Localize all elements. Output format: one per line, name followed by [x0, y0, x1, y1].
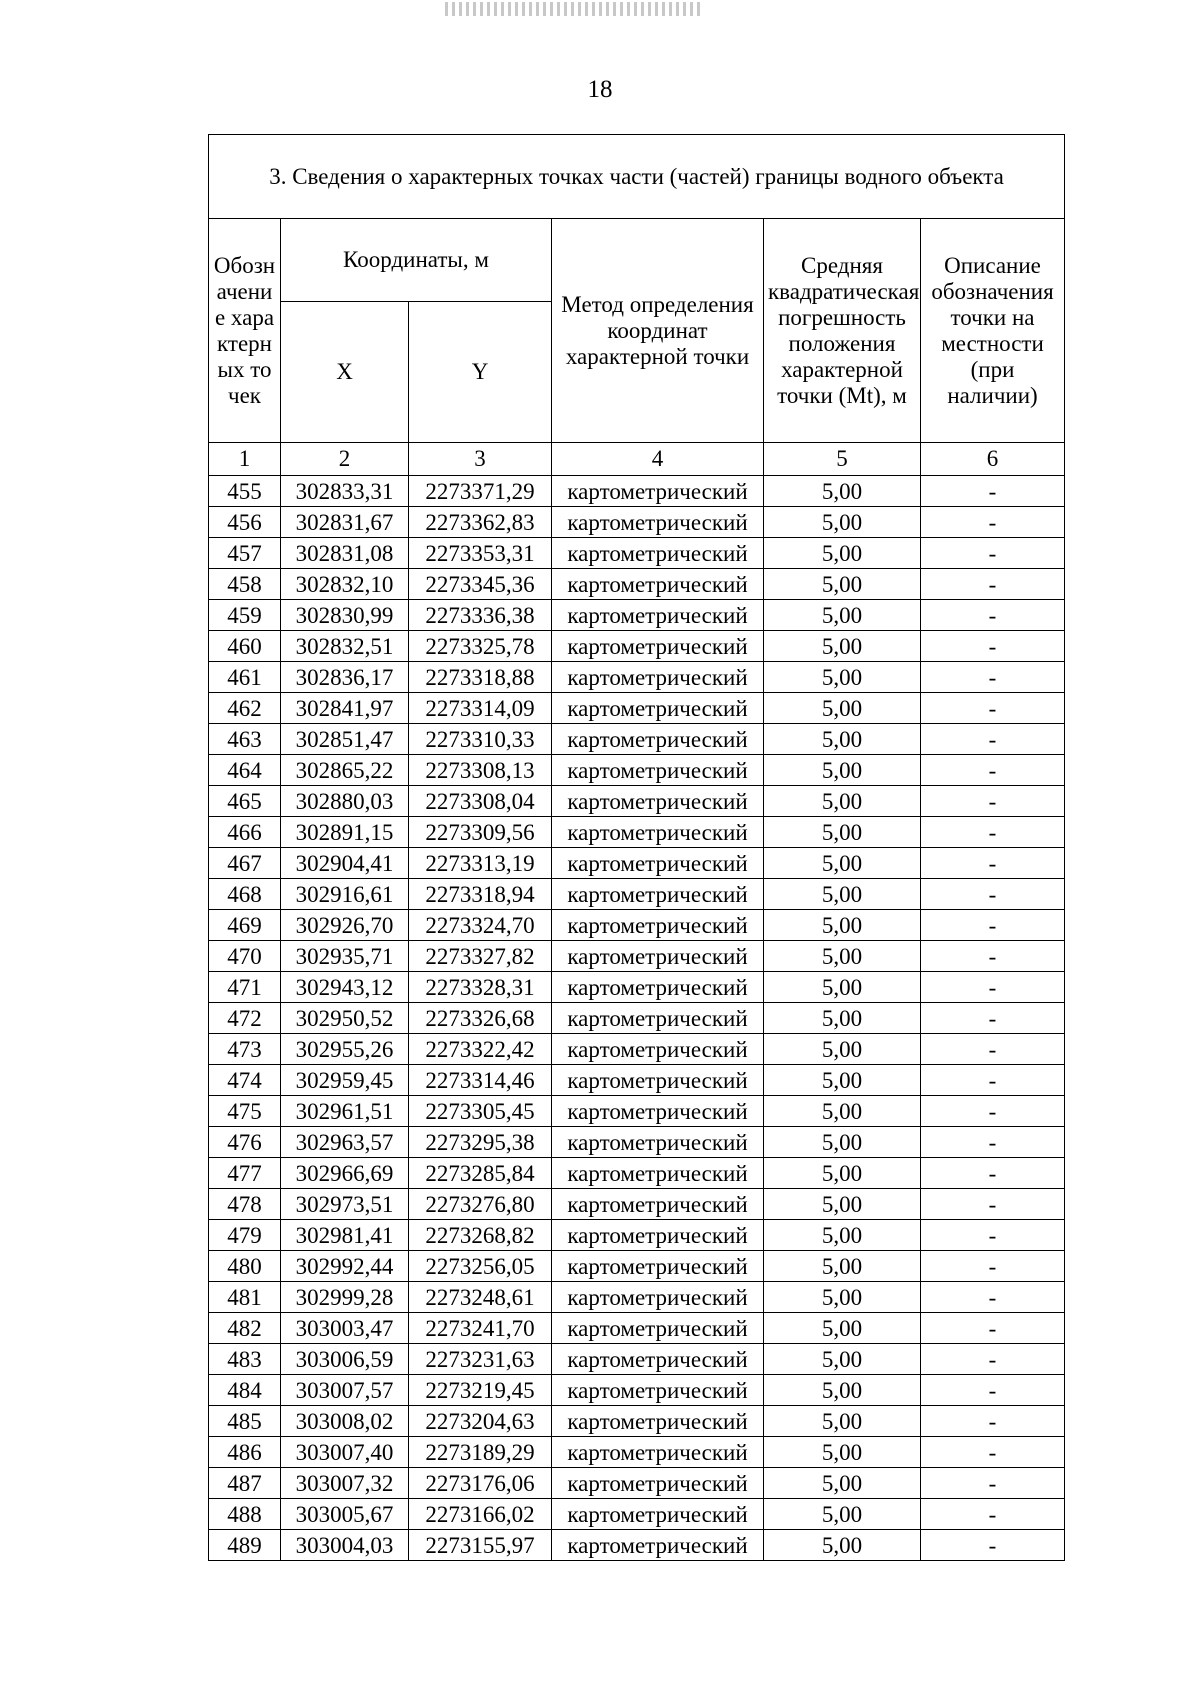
- error-cell: 5,00: [764, 941, 921, 972]
- error-cell: 5,00: [764, 1375, 921, 1406]
- x-coordinate-cell: 302904,41: [281, 848, 409, 879]
- error-cell: 5,00: [764, 910, 921, 941]
- point-id-cell: 485: [209, 1406, 281, 1437]
- point-id-cell: 472: [209, 1003, 281, 1034]
- description-cell: -: [921, 1158, 1065, 1189]
- table-row: [209, 1406, 1065, 1437]
- description-cell: -: [921, 755, 1065, 786]
- method-cell: картометрический: [552, 1003, 764, 1034]
- point-id-cell: 481: [209, 1282, 281, 1313]
- table-row: [209, 1189, 1065, 1220]
- error-cell: 5,00: [764, 1096, 921, 1127]
- column-number: 4: [552, 443, 764, 476]
- point-id-cell: 465: [209, 786, 281, 817]
- x-coordinate-cell: 302851,47: [281, 724, 409, 755]
- method-cell: картометрический: [552, 1313, 764, 1344]
- error-cell: 5,00: [764, 1282, 921, 1313]
- point-id-cell: 463: [209, 724, 281, 755]
- error-cell: 5,00: [764, 693, 921, 724]
- table-row: [209, 1468, 1065, 1499]
- table-row: [209, 631, 1065, 662]
- method-cell: картометрический: [552, 724, 764, 755]
- error-cell: 5,00: [764, 1499, 921, 1530]
- x-coordinate-cell: 303008,02: [281, 1406, 409, 1437]
- method-cell: картометрический: [552, 538, 764, 569]
- point-id-cell: 462: [209, 693, 281, 724]
- page-number: 18: [587, 76, 613, 103]
- x-coordinate-cell: 303004,03: [281, 1530, 409, 1561]
- error-cell: 5,00: [764, 538, 921, 569]
- error-cell: 5,00: [764, 1034, 921, 1065]
- method-cell: картометрический: [552, 755, 764, 786]
- column-number: 5: [764, 443, 921, 476]
- x-coordinate-cell: 302880,03: [281, 786, 409, 817]
- method-cell: картометрический: [552, 1251, 764, 1282]
- table-row: [209, 786, 1065, 817]
- y-coordinate-cell: 2273318,88: [409, 662, 552, 693]
- header-description: Описание обозначения точки на местности (при наличии): [921, 219, 1065, 443]
- y-coordinate-cell: 2273241,70: [409, 1313, 552, 1344]
- y-coordinate-cell: 2273362,83: [409, 507, 552, 538]
- x-coordinate-cell: 303005,67: [281, 1499, 409, 1530]
- x-coordinate-cell: 302999,28: [281, 1282, 409, 1313]
- description-cell: -: [921, 507, 1065, 538]
- description-cell: -: [921, 600, 1065, 631]
- x-coordinate-cell: 302916,61: [281, 879, 409, 910]
- x-coordinate-cell: 302841,97: [281, 693, 409, 724]
- point-id-cell: 458: [209, 569, 281, 600]
- header-coordinates: Координаты, м: [281, 219, 552, 302]
- y-coordinate-cell: 2273326,68: [409, 1003, 552, 1034]
- y-coordinate-cell: 2273204,63: [409, 1406, 552, 1437]
- point-id-cell: 464: [209, 755, 281, 786]
- table-row: [209, 1034, 1065, 1065]
- table-row: [209, 879, 1065, 910]
- point-id-cell: 468: [209, 879, 281, 910]
- method-cell: картометрический: [552, 1406, 764, 1437]
- table-row: [209, 1065, 1065, 1096]
- method-cell: картометрический: [552, 631, 764, 662]
- method-cell: картометрический: [552, 972, 764, 1003]
- point-id-cell: 479: [209, 1220, 281, 1251]
- point-id-cell: 470: [209, 941, 281, 972]
- method-cell: картометрический: [552, 1468, 764, 1499]
- table-row: [209, 1220, 1065, 1251]
- table-row: [209, 569, 1065, 600]
- method-cell: картометрический: [552, 1499, 764, 1530]
- y-coordinate-cell: 2273322,42: [409, 1034, 552, 1065]
- error-cell: 5,00: [764, 1344, 921, 1375]
- point-id-cell: 455: [209, 476, 281, 507]
- description-cell: -: [921, 910, 1065, 941]
- header-y: Y: [409, 302, 552, 443]
- error-cell: 5,00: [764, 569, 921, 600]
- method-cell: картометрический: [552, 1065, 764, 1096]
- y-coordinate-cell: 2273345,36: [409, 569, 552, 600]
- error-cell: 5,00: [764, 1468, 921, 1499]
- header-error: Средняя квадратическая погрешность положения характерной точки (Mt), м: [764, 219, 921, 443]
- method-cell: картометрический: [552, 1375, 764, 1406]
- y-coordinate-cell: 2273314,46: [409, 1065, 552, 1096]
- point-id-cell: 489: [209, 1530, 281, 1561]
- y-coordinate-cell: 2273336,38: [409, 600, 552, 631]
- description-cell: -: [921, 538, 1065, 569]
- table-row: [209, 1251, 1065, 1282]
- header-method: Метод определения координат характерной точки: [552, 219, 764, 443]
- point-id-cell: 487: [209, 1468, 281, 1499]
- description-cell: -: [921, 1282, 1065, 1313]
- table-row: [209, 1530, 1065, 1561]
- error-cell: 5,00: [764, 1003, 921, 1034]
- description-cell: -: [921, 1406, 1065, 1437]
- point-id-cell: 480: [209, 1251, 281, 1282]
- description-cell: -: [921, 817, 1065, 848]
- x-coordinate-cell: 302981,41: [281, 1220, 409, 1251]
- method-cell: картометрический: [552, 786, 764, 817]
- y-coordinate-cell: 2273295,38: [409, 1127, 552, 1158]
- method-cell: картометрический: [552, 507, 764, 538]
- error-cell: 5,00: [764, 1065, 921, 1096]
- x-coordinate-cell: 303007,57: [281, 1375, 409, 1406]
- x-coordinate-cell: 302973,51: [281, 1189, 409, 1220]
- point-id-cell: 483: [209, 1344, 281, 1375]
- y-coordinate-cell: 2273176,06: [409, 1468, 552, 1499]
- x-coordinate-cell: 303006,59: [281, 1344, 409, 1375]
- description-cell: -: [921, 1003, 1065, 1034]
- method-cell: картометрический: [552, 1437, 764, 1468]
- method-cell: картометрический: [552, 569, 764, 600]
- description-cell: -: [921, 1251, 1065, 1282]
- error-cell: 5,00: [764, 476, 921, 507]
- x-coordinate-cell: 302943,12: [281, 972, 409, 1003]
- y-coordinate-cell: 2273371,29: [409, 476, 552, 507]
- point-id-cell: 474: [209, 1065, 281, 1096]
- x-coordinate-cell: 302833,31: [281, 476, 409, 507]
- x-coordinate-cell: 302832,51: [281, 631, 409, 662]
- x-coordinate-cell: 302865,22: [281, 755, 409, 786]
- x-coordinate-cell: 303007,32: [281, 1468, 409, 1499]
- x-coordinate-cell: 302831,08: [281, 538, 409, 569]
- header-x: X: [281, 302, 409, 443]
- x-coordinate-cell: 303007,40: [281, 1437, 409, 1468]
- error-cell: 5,00: [764, 1313, 921, 1344]
- table-row: [209, 538, 1065, 569]
- y-coordinate-cell: 2273219,45: [409, 1375, 552, 1406]
- error-cell: 5,00: [764, 972, 921, 1003]
- error-cell: 5,00: [764, 1530, 921, 1561]
- error-cell: 5,00: [764, 786, 921, 817]
- table-row: [209, 1344, 1065, 1375]
- y-coordinate-cell: 2273231,63: [409, 1344, 552, 1375]
- error-cell: 5,00: [764, 662, 921, 693]
- table-row: [209, 848, 1065, 879]
- error-cell: 5,00: [764, 1158, 921, 1189]
- y-coordinate-cell: 2273308,04: [409, 786, 552, 817]
- y-coordinate-cell: 2273318,94: [409, 879, 552, 910]
- error-cell: 5,00: [764, 879, 921, 910]
- y-coordinate-cell: 2273313,19: [409, 848, 552, 879]
- error-cell: 5,00: [764, 1220, 921, 1251]
- column-number: 3: [409, 443, 552, 476]
- description-cell: -: [921, 941, 1065, 972]
- x-coordinate-cell: 302831,67: [281, 507, 409, 538]
- point-id-cell: 477: [209, 1158, 281, 1189]
- description-cell: -: [921, 1313, 1065, 1344]
- table-row: [209, 724, 1065, 755]
- method-cell: картометрический: [552, 1096, 764, 1127]
- y-coordinate-cell: 2273328,31: [409, 972, 552, 1003]
- table-row: [209, 1003, 1065, 1034]
- method-cell: картометрический: [552, 1344, 764, 1375]
- error-cell: 5,00: [764, 1437, 921, 1468]
- description-cell: -: [921, 1065, 1065, 1096]
- point-id-cell: 486: [209, 1437, 281, 1468]
- x-coordinate-cell: 302959,45: [281, 1065, 409, 1096]
- x-coordinate-cell: 302891,15: [281, 817, 409, 848]
- y-coordinate-cell: 2273256,05: [409, 1251, 552, 1282]
- table-row: [209, 1127, 1065, 1158]
- description-cell: -: [921, 724, 1065, 755]
- point-id-cell: 457: [209, 538, 281, 569]
- point-id-cell: 471: [209, 972, 281, 1003]
- table-row: [209, 1375, 1065, 1406]
- error-cell: 5,00: [764, 1251, 921, 1282]
- x-coordinate-cell: 302992,44: [281, 1251, 409, 1282]
- point-id-cell: 488: [209, 1499, 281, 1530]
- point-id-cell: 456: [209, 507, 281, 538]
- y-coordinate-cell: 2273353,31: [409, 538, 552, 569]
- description-cell: -: [921, 1127, 1065, 1158]
- method-cell: картометрический: [552, 693, 764, 724]
- description-cell: -: [921, 662, 1065, 693]
- y-coordinate-cell: 2273268,82: [409, 1220, 552, 1251]
- y-coordinate-cell: 2273324,70: [409, 910, 552, 941]
- y-coordinate-cell: 2273189,29: [409, 1437, 552, 1468]
- description-cell: -: [921, 1189, 1065, 1220]
- column-number: 1: [209, 443, 281, 476]
- y-coordinate-cell: 2273305,45: [409, 1096, 552, 1127]
- table-row: [209, 972, 1065, 1003]
- x-coordinate-cell: 302832,10: [281, 569, 409, 600]
- table-row: [209, 693, 1065, 724]
- point-id-cell: 461: [209, 662, 281, 693]
- table-row: [209, 662, 1065, 693]
- table-row: [209, 476, 1065, 507]
- method-cell: картометрический: [552, 1220, 764, 1251]
- method-cell: картометрический: [552, 848, 764, 879]
- points-table: [208, 134, 1065, 1561]
- description-cell: -: [921, 1468, 1065, 1499]
- y-coordinate-cell: 2273166,02: [409, 1499, 552, 1530]
- error-cell: 5,00: [764, 755, 921, 786]
- x-coordinate-cell: 302830,99: [281, 600, 409, 631]
- description-cell: -: [921, 1375, 1065, 1406]
- method-cell: картометрический: [552, 941, 764, 972]
- table-row: [209, 600, 1065, 631]
- point-id-cell: 460: [209, 631, 281, 662]
- method-cell: картометрический: [552, 817, 764, 848]
- point-id-cell: 459: [209, 600, 281, 631]
- table-row: [209, 507, 1065, 538]
- y-coordinate-cell: 2273327,82: [409, 941, 552, 972]
- description-cell: -: [921, 879, 1065, 910]
- description-cell: -: [921, 1096, 1065, 1127]
- header-point-id: Обозначение характерных точек: [209, 219, 281, 443]
- table-title: 3. Сведения о характерных точках части (частей) границы водного объекта: [209, 135, 1065, 219]
- method-cell: картометрический: [552, 1127, 764, 1158]
- table-row: [209, 910, 1065, 941]
- method-cell: картометрический: [552, 600, 764, 631]
- method-cell: картометрический: [552, 1282, 764, 1313]
- x-coordinate-cell: 302955,26: [281, 1034, 409, 1065]
- point-id-cell: 484: [209, 1375, 281, 1406]
- description-cell: -: [921, 1034, 1065, 1065]
- error-cell: 5,00: [764, 724, 921, 755]
- y-coordinate-cell: 2273309,56: [409, 817, 552, 848]
- x-coordinate-cell: 302963,57: [281, 1127, 409, 1158]
- description-cell: -: [921, 1499, 1065, 1530]
- y-coordinate-cell: 2273310,33: [409, 724, 552, 755]
- y-coordinate-cell: 2273276,80: [409, 1189, 552, 1220]
- table-row: [209, 1158, 1065, 1189]
- y-coordinate-cell: 2273155,97: [409, 1530, 552, 1561]
- y-coordinate-cell: 2273285,84: [409, 1158, 552, 1189]
- table-row: [209, 755, 1065, 786]
- point-id-cell: 467: [209, 848, 281, 879]
- error-cell: 5,00: [764, 631, 921, 662]
- error-cell: 5,00: [764, 1127, 921, 1158]
- table-row: [209, 817, 1065, 848]
- x-coordinate-cell: 302966,69: [281, 1158, 409, 1189]
- table-row: [209, 1096, 1065, 1127]
- method-cell: картометрический: [552, 1158, 764, 1189]
- error-cell: 5,00: [764, 600, 921, 631]
- scan-artifact: [445, 2, 700, 16]
- point-id-cell: 476: [209, 1127, 281, 1158]
- description-cell: -: [921, 972, 1065, 1003]
- error-cell: 5,00: [764, 817, 921, 848]
- method-cell: картометрический: [552, 1530, 764, 1561]
- point-id-cell: 473: [209, 1034, 281, 1065]
- description-cell: -: [921, 693, 1065, 724]
- description-cell: -: [921, 848, 1065, 879]
- description-cell: -: [921, 1220, 1065, 1251]
- description-cell: -: [921, 786, 1065, 817]
- error-cell: 5,00: [764, 848, 921, 879]
- x-coordinate-cell: 302950,52: [281, 1003, 409, 1034]
- column-number: 6: [921, 443, 1065, 476]
- description-cell: -: [921, 476, 1065, 507]
- table-row: [209, 941, 1065, 972]
- x-coordinate-cell: 303003,47: [281, 1313, 409, 1344]
- method-cell: картометрический: [552, 910, 764, 941]
- method-cell: картометрический: [552, 476, 764, 507]
- table-row: [209, 1437, 1065, 1468]
- description-cell: -: [921, 1344, 1065, 1375]
- error-cell: 5,00: [764, 1189, 921, 1220]
- error-cell: 5,00: [764, 1406, 921, 1437]
- x-coordinate-cell: 302926,70: [281, 910, 409, 941]
- method-cell: картометрический: [552, 1034, 764, 1065]
- x-coordinate-cell: 302961,51: [281, 1096, 409, 1127]
- y-coordinate-cell: 2273314,09: [409, 693, 552, 724]
- table-row: [209, 1313, 1065, 1344]
- description-cell: -: [921, 1437, 1065, 1468]
- error-cell: 5,00: [764, 507, 921, 538]
- y-coordinate-cell: 2273308,13: [409, 755, 552, 786]
- description-cell: -: [921, 1530, 1065, 1561]
- column-number: 2: [281, 443, 409, 476]
- point-id-cell: 475: [209, 1096, 281, 1127]
- point-id-cell: 466: [209, 817, 281, 848]
- method-cell: картометрический: [552, 1189, 764, 1220]
- y-coordinate-cell: 2273325,78: [409, 631, 552, 662]
- description-cell: -: [921, 631, 1065, 662]
- point-id-cell: 469: [209, 910, 281, 941]
- description-cell: -: [921, 569, 1065, 600]
- table-row: [209, 1282, 1065, 1313]
- y-coordinate-cell: 2273248,61: [409, 1282, 552, 1313]
- x-coordinate-cell: 302935,71: [281, 941, 409, 972]
- method-cell: картометрический: [552, 662, 764, 693]
- table-row: [209, 1499, 1065, 1530]
- x-coordinate-cell: 302836,17: [281, 662, 409, 693]
- method-cell: картометрический: [552, 879, 764, 910]
- point-id-cell: 482: [209, 1313, 281, 1344]
- point-id-cell: 478: [209, 1189, 281, 1220]
